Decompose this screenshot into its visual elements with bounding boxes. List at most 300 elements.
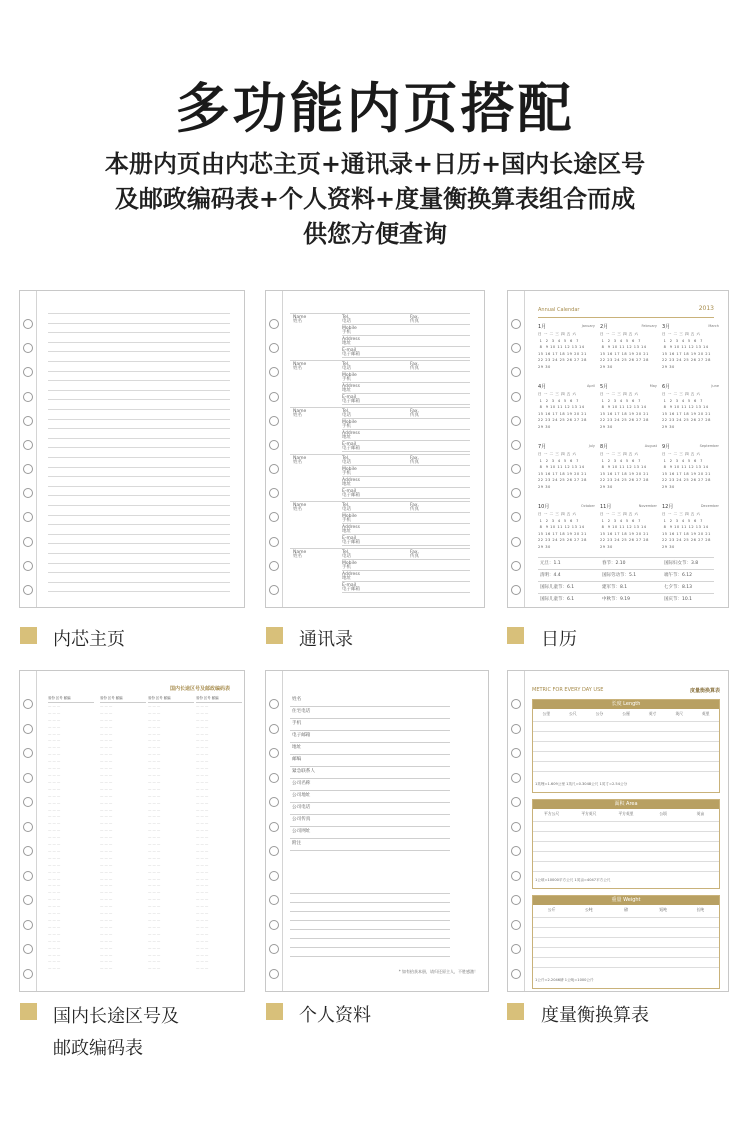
- personal-note-line: [290, 929, 450, 930]
- personal-field-label: 姓名: [292, 697, 302, 702]
- postal-column-rows: — — — — — — — — — — — — — — — — — — — — — — — — — — — — — — — — — — — — — — — — — — — — — — — — — — — — — — — — — — — — — — — — — — — — — — — — — — — — — — — — — — — — — — — — — — — — — — — — — — — — — — — — — — — — — — — — — — — — —: [196, 703, 209, 971]
- contact-field-line: [342, 382, 470, 383]
- calendar-month: [600, 323, 657, 375]
- postal-column: [196, 695, 242, 972]
- contact-field-label: Tel.: [342, 362, 350, 367]
- binder-hole: [23, 969, 33, 979]
- caption-marker: [507, 1003, 524, 1020]
- contact-field-line: [342, 393, 470, 394]
- binder-hole: [23, 920, 33, 930]
- contact-field-label: Mobile: [342, 467, 357, 472]
- personal-note-line: [290, 947, 450, 948]
- binder-hole: [269, 699, 279, 709]
- ruled-line: [48, 313, 230, 314]
- binder-hole: [511, 724, 521, 734]
- personal-field-label: 公司地址: [292, 793, 311, 798]
- personal-field-label: 电子邮箱: [292, 733, 311, 738]
- binder-hole: [269, 944, 279, 954]
- contact-name-label-cn: 姓名: [293, 554, 302, 559]
- personal-note-line: [290, 911, 450, 912]
- contact-field-label-cn: 地址: [342, 576, 351, 581]
- measures-header-cn: 度量衡换算表: [689, 688, 720, 694]
- binder-hole: [23, 512, 33, 522]
- binder-hole: [23, 367, 33, 377]
- ruled-line: [48, 467, 230, 468]
- ruled-line: [48, 438, 230, 439]
- postal-column-head: 省份 区号 邮编: [148, 695, 194, 703]
- postal-column: [48, 695, 94, 972]
- caption-postal-line-2: 邮政编码表: [53, 1038, 143, 1059]
- measure-col-head: 公分: [595, 711, 604, 716]
- ruled-line: [48, 543, 230, 544]
- ruled-line: [48, 351, 230, 352]
- ruled-line: [48, 457, 230, 458]
- binder-hole: [23, 585, 33, 595]
- binder-hole: [511, 512, 521, 522]
- binder-hole: [23, 724, 33, 734]
- contact-field-label: Tel.: [342, 456, 350, 461]
- binder-hole: [23, 488, 33, 498]
- binder-hole: [269, 537, 279, 547]
- contact-fax-label: Fax.: [410, 503, 420, 508]
- ruled-line: [48, 323, 230, 324]
- measure-table: [533, 905, 719, 975]
- caption-postal: [53, 1001, 179, 1065]
- month-name: 7月: [538, 444, 547, 450]
- binder-hole: [269, 724, 279, 734]
- binder-hole: [269, 585, 279, 595]
- holiday-cell: 中秋节：9.19: [602, 597, 631, 602]
- contact-fax-label-cn: 传真: [410, 554, 419, 559]
- binder-hole: [269, 392, 279, 402]
- binder-holes: [511, 671, 523, 991]
- binder-hole: [269, 367, 279, 377]
- contact-field-label-cn: 手机: [342, 565, 351, 570]
- contact-divider: [290, 501, 470, 502]
- contact-field-label: E-mail: [342, 583, 357, 588]
- holiday-cell: 国际妇女节：3.8: [664, 561, 699, 566]
- binder-hole: [269, 440, 279, 450]
- month-day-grid: 日 一 二 三 四 五 六 1 2 3 4 5 6 7 8 9 10 11 12 13 14 15 16 17 18 19 20 21 22 23 24 25 26 27 28 29 30: [662, 392, 711, 429]
- contact-fax-label-cn: 传真: [410, 413, 419, 418]
- ruled-line: [48, 342, 230, 343]
- binder-holes: [23, 291, 35, 607]
- measure-col-head: 公里: [542, 711, 551, 716]
- contact-field-line: [342, 324, 470, 325]
- contact-field-label-cn: 电子邮箱: [342, 587, 360, 592]
- calendar-month: [662, 383, 719, 435]
- month-name-en: September: [699, 444, 719, 448]
- contact-field-label: E-mail: [342, 442, 357, 447]
- measure-row-line: [533, 861, 719, 862]
- measure-col-head: 公尺: [569, 711, 577, 716]
- binder-hole: [23, 699, 33, 709]
- postal-column-rows: — — — — — — — — — — — — — — — — — — — — — — — — — — — — — — — — — — — — — — — — — — — — — — — — — — — — — — — — — — — — — — — — — — — — — — — — — — — — — — — — — — — — — — — — — — — — — — — — — — — — — — — — — — — — — — — — — — — — —: [100, 703, 113, 971]
- personal-note-line: [290, 920, 450, 921]
- contact-name-label-cn: 姓名: [293, 319, 302, 324]
- calendar-month: [662, 443, 719, 495]
- measure-footnote: 1英哩=1.609公里 1英尺=0.3048公尺 1英寸=2.54公分: [535, 782, 628, 786]
- contact-field-label: E-mail: [342, 348, 357, 353]
- page-spine: [36, 291, 37, 607]
- calendar-month: [538, 383, 595, 435]
- ruled-line: [48, 419, 230, 420]
- contact-field-label-cn: 电子邮箱: [342, 446, 360, 451]
- contact-field-line: [342, 512, 470, 513]
- postal-column-rows: — — — — — — — — — — — — — — — — — — — — — — — — — — — — — — — — — — — — — — — — — — — — — — — — — — — — — — — — — — — — — — — — — — — — — — — — — — — — — — — — — — — — — — — — — — — — — — — — — — — — — — — — — — — — — — — — — — — — —: [48, 703, 61, 971]
- page-spine: [282, 291, 283, 607]
- binder-hole: [23, 871, 33, 881]
- binder-holes: [269, 291, 281, 607]
- month-day-grid: 日 一 二 三 四 五 六 1 2 3 4 5 6 7 8 9 10 11 12 13 14 15 16 17 18 19 20 21 22 23 24 25 26 27 28 29 30: [600, 452, 649, 489]
- month-name: 2月: [600, 324, 609, 330]
- contact-field-label-cn: 地址: [342, 435, 351, 440]
- month-name-en: November: [638, 504, 657, 508]
- contact-field-label-cn: 电话: [342, 554, 351, 559]
- month-name-en: July: [588, 444, 595, 448]
- binder-hole: [511, 537, 521, 547]
- contact-field-line: [342, 592, 470, 593]
- binder-hole: [511, 367, 521, 377]
- personal-field-line: [290, 802, 450, 803]
- contact-field-label: Address: [342, 337, 360, 342]
- contact-divider: [290, 313, 470, 314]
- contact-fax-label: Fax.: [410, 409, 420, 414]
- measure-row-line: [533, 917, 719, 918]
- binder-hole: [23, 561, 33, 571]
- month-day-grid: 日 一 二 三 四 五 六 1 2 3 4 5 6 7 8 9 10 11 12 13 14 15 16 17 18 19 20 21 22 23 24 25 26 27 28 29 30: [538, 452, 587, 489]
- month-name: 10月: [538, 504, 550, 510]
- contact-field-label-cn: 电话: [342, 319, 351, 324]
- caption-marker: [20, 627, 37, 644]
- caption-marker: [20, 1003, 37, 1020]
- contact-field-label: E-mail: [342, 395, 357, 400]
- caption-personal: 个人资料: [299, 1005, 371, 1026]
- ruled-line: [48, 495, 230, 496]
- contact-entry: [290, 360, 470, 406]
- contact-field-label-cn: 手机: [342, 471, 351, 476]
- holiday-cell: 七夕节：8.13: [664, 585, 693, 590]
- holiday-cell: 元旦：1.1: [540, 561, 561, 566]
- binder-hole: [23, 773, 33, 783]
- ruled-page-thumbnail: [19, 290, 245, 608]
- measure-section: [532, 799, 720, 889]
- binder-hole: [269, 748, 279, 758]
- contact-field-line: [342, 523, 470, 524]
- month-name-en: August: [644, 444, 657, 448]
- contact-fax-label-cn: 传真: [410, 366, 419, 371]
- binder-hole: [269, 822, 279, 832]
- contact-entry: [290, 454, 470, 500]
- month-name: 12月: [662, 504, 674, 510]
- binder-hole: [23, 416, 33, 426]
- binder-hole: [511, 585, 521, 595]
- month-day-grid: 日 一 二 三 四 五 六 1 2 3 4 5 6 7 8 9 10 11 12 13 14 15 16 17 18 19 20 21 22 23 24 25 26 27 28 29 30: [662, 512, 711, 549]
- contact-field-label: Tel.: [342, 550, 350, 555]
- contact-field-label: E-mail: [342, 536, 357, 541]
- personal-field-label: 住宅电话: [292, 709, 311, 714]
- measure-row-line: [533, 831, 719, 832]
- contact-field-label: Mobile: [342, 514, 357, 519]
- measure-col-head: 磅: [624, 907, 628, 912]
- month-name: 6月: [662, 384, 671, 390]
- month-day-grid: 日 一 二 三 四 五 六 1 2 3 4 5 6 7 8 9 10 11 12 13 14 15 16 17 18 19 20 21 22 23 24 25 26 27 28 29 30: [662, 332, 711, 369]
- caption-calendar: 日历: [541, 629, 577, 650]
- calendar-page-thumbnail: [507, 290, 729, 608]
- binder-hole: [269, 343, 279, 353]
- contact-field-line: [342, 570, 470, 571]
- measure-col-head: 公厘: [622, 711, 630, 716]
- personal-field-line: [290, 766, 450, 767]
- month-name-en: January: [581, 324, 595, 328]
- binder-hole: [511, 748, 521, 758]
- contact-field-label-cn: 手机: [342, 330, 351, 335]
- personal-field-line: [290, 718, 450, 719]
- calendar-month: [662, 503, 719, 555]
- page-spine: [524, 291, 525, 607]
- month-day-grid: 日 一 二 三 四 五 六 1 2 3 4 5 6 7 8 9 10 11 12 13 14 15 16 17 18 19 20 21 22 23 24 25 26 27 28 29 30: [538, 392, 587, 429]
- measure-col-head: 长吨: [696, 907, 705, 912]
- binder-hole: [511, 464, 521, 474]
- month-name: 8月: [600, 444, 609, 450]
- month-name-en: June: [711, 384, 719, 388]
- contact-field-line: [342, 451, 470, 452]
- measure-section: [532, 699, 720, 793]
- ruled-line: [48, 534, 230, 535]
- caption-ruled: 内芯主页: [53, 629, 125, 650]
- postal-code-page-thumbnail: [19, 670, 245, 992]
- contact-field-line: [342, 559, 470, 560]
- binder-hole: [23, 440, 33, 450]
- contact-field-label: Address: [342, 572, 360, 577]
- description-line-3: 供您方便查询: [303, 219, 447, 248]
- contact-field-label-cn: 电子邮箱: [342, 352, 360, 357]
- contact-divider: [290, 454, 470, 455]
- ruled-line: [48, 553, 230, 554]
- caption-marker: [266, 627, 283, 644]
- binder-hole: [511, 440, 521, 450]
- measure-row-line: [533, 957, 719, 958]
- measure-table: [533, 809, 719, 875]
- measure-row-line: [533, 871, 719, 872]
- contact-field-label-cn: 电子邮箱: [342, 540, 360, 545]
- measure-col-head: 英尺: [675, 711, 683, 716]
- contact-field-label: Tel.: [342, 503, 350, 508]
- measure-row-line: [533, 741, 719, 742]
- contact-name-label-cn: 姓名: [293, 413, 302, 418]
- month-name: 9月: [662, 444, 671, 450]
- contact-field-label: Mobile: [342, 373, 357, 378]
- holiday-row-line: [538, 557, 714, 558]
- contact-fax-label: Fax.: [410, 550, 420, 555]
- ruled-line: [48, 572, 230, 573]
- binder-hole: [511, 797, 521, 807]
- measure-col-head: 公顷: [659, 811, 667, 816]
- binder-hole: [511, 343, 521, 353]
- contact-entry: [290, 501, 470, 547]
- contact-name-label-cn: 姓名: [293, 460, 302, 465]
- month-day-grid: 日 一 二 三 四 五 六 1 2 3 4 5 6 7 8 9 10 11 12 13 14 15 16 17 18 19 20 21 22 23 24 25 26 27 28 29 30: [662, 452, 711, 489]
- calendar-month: [600, 443, 657, 495]
- return-note: * 如有拾获本册，请归还原主人，不胜感激！: [398, 969, 478, 974]
- month-name-en: December: [700, 504, 719, 508]
- month-name: 3月: [662, 324, 671, 330]
- contact-name-label: Name: [293, 456, 307, 461]
- contact-field-line: [342, 418, 470, 419]
- contact-field-label: Address: [342, 384, 360, 389]
- page-title: 多功能内页搭配: [175, 76, 575, 140]
- holiday-row-line: [538, 593, 714, 594]
- contact-name-label: Name: [293, 362, 307, 367]
- personal-note-line: [290, 938, 450, 939]
- personal-note-line: [290, 956, 450, 957]
- personal-field-label: 地址: [292, 745, 302, 750]
- measure-row-line: [533, 947, 719, 948]
- month-name-en: October: [580, 504, 595, 508]
- contact-fax-label: Fax.: [410, 456, 420, 461]
- measure-row-line: [533, 967, 719, 968]
- month-day-grid: 日 一 二 三 四 五 六 1 2 3 4 5 6 7 8 9 10 11 12 13 14 15 16 17 18 19 20 21 22 23 24 25 26 27 28 29 30: [538, 512, 587, 549]
- ruled-line: [48, 582, 230, 583]
- measure-col-head: 平方英尺: [581, 811, 597, 816]
- personal-field-line: [290, 754, 450, 755]
- month-day-grid: 日 一 二 三 四 五 六 1 2 3 4 5 6 7 8 9 10 11 12 13 14 15 16 17 18 19 20 21 22 23 24 25 26 27 28 29 30: [600, 332, 649, 369]
- binder-hole: [269, 920, 279, 930]
- holiday-row-line: [538, 581, 714, 582]
- contact-entry: [290, 548, 470, 594]
- binder-hole: [269, 846, 279, 856]
- binder-hole: [269, 512, 279, 522]
- personal-note-line: [290, 893, 450, 894]
- holiday-cell: 春节：2.10: [602, 561, 626, 566]
- measure-col-head: 短吨: [659, 907, 667, 912]
- contact-divider: [290, 548, 470, 549]
- measure-row-line: [533, 771, 719, 772]
- month-name-en: May: [649, 384, 657, 388]
- binder-hole: [511, 895, 521, 905]
- measurement-page-thumbnail: [507, 670, 729, 992]
- measures-header: [532, 687, 720, 694]
- ruled-line: [48, 332, 230, 333]
- binder-hole: [269, 797, 279, 807]
- contact-field-line: [342, 429, 470, 430]
- calendar-month: [600, 503, 657, 555]
- binder-holes: [23, 671, 35, 991]
- contact-field-label-cn: 地址: [342, 341, 351, 346]
- month-name: 5月: [600, 384, 609, 390]
- calendar-header: [538, 307, 714, 318]
- month-name: 1月: [538, 324, 547, 330]
- contact-field-label: Address: [342, 525, 360, 530]
- contact-field-line: [342, 581, 470, 582]
- contact-name-label: Name: [293, 409, 307, 414]
- contact-divider: [290, 407, 470, 408]
- measure-col-head: 英里: [701, 711, 710, 716]
- measure-col-head: 公斤: [547, 907, 556, 912]
- binder-hole: [23, 944, 33, 954]
- personal-field-label: 公司网址: [292, 829, 311, 834]
- personal-field-label: 公司名称: [292, 781, 311, 786]
- measure-col-head: 英亩: [696, 811, 705, 816]
- holiday-cell: 国际儿童节：6.1: [540, 597, 575, 602]
- contact-field-label-cn: 电话: [342, 507, 351, 512]
- description-line-1: 本册内页由内芯主页+通讯录+日历+国内长途区号: [104, 149, 646, 178]
- personal-field-label: 公司传真: [292, 817, 311, 822]
- binder-hole: [511, 561, 521, 571]
- binder-hole: [23, 392, 33, 402]
- binder-hole: [511, 969, 521, 979]
- contact-field-label: Address: [342, 431, 360, 436]
- ruled-line: [48, 371, 230, 372]
- binder-hole: [269, 464, 279, 474]
- ruled-line: [48, 591, 230, 592]
- contact-fax-label-cn: 传真: [410, 460, 419, 465]
- description-line-2: 及邮政编码表+个人资料+度量衡换算表组合而成: [114, 184, 636, 213]
- description: [0, 146, 750, 251]
- contact-fax-label: Fax.: [410, 315, 420, 320]
- measure-col-head: 平方英里: [618, 811, 634, 816]
- personal-note-line: [290, 902, 450, 903]
- calendar-title: Annual Calendar: [538, 307, 580, 313]
- measure-table: [533, 709, 719, 779]
- calendar-year: 2013: [698, 305, 714, 312]
- binder-holes: [269, 671, 281, 991]
- ruled-line: [48, 563, 230, 564]
- binder-hole: [23, 822, 33, 832]
- binder-hole: [23, 748, 33, 758]
- contact-field-line: [342, 545, 470, 546]
- contact-field-line: [342, 335, 470, 336]
- ruled-line: [48, 476, 230, 477]
- binder-hole: [511, 773, 521, 783]
- measure-row-line: [533, 721, 719, 722]
- contact-field-label-cn: 手机: [342, 424, 351, 429]
- binder-hole: [23, 319, 33, 329]
- binder-hole: [23, 895, 33, 905]
- caption-marker: [507, 627, 524, 644]
- ruled-line: [48, 399, 230, 400]
- contact-field-line: [342, 465, 470, 466]
- contact-entry: [290, 313, 470, 359]
- contact-fax-label-cn: 传真: [410, 507, 419, 512]
- binder-hole: [511, 699, 521, 709]
- contact-field-label-cn: 手机: [342, 518, 351, 523]
- contact-field-line: [342, 371, 470, 372]
- binder-hole: [269, 416, 279, 426]
- measure-section-title: 长度 Length: [533, 700, 719, 709]
- contact-field-label-cn: 地址: [342, 482, 351, 487]
- personal-field-line: [290, 838, 450, 839]
- postal-title: 国内长途区号及邮政编码表: [169, 686, 230, 692]
- measure-section: [532, 895, 720, 989]
- caption-postal-line-1: 国内长途区号及: [53, 1006, 179, 1027]
- measures-header-en: METRIC FOR EVERY DAY USE: [532, 687, 604, 693]
- measure-row-line: [533, 851, 719, 852]
- measure-row-line: [533, 731, 719, 732]
- contact-field-line: [342, 498, 470, 499]
- postal-column: [148, 695, 194, 972]
- contact-field-line: [342, 404, 470, 405]
- personal-field-label: 紧急联系人: [292, 769, 315, 774]
- binder-hole: [23, 537, 33, 547]
- caption-marker: [266, 1003, 283, 1020]
- contact-field-line: [342, 346, 470, 347]
- contact-field-label-cn: 手机: [342, 377, 351, 382]
- contact-field-label-cn: 地址: [342, 388, 351, 393]
- measure-section-title: 面积 Area: [533, 800, 719, 809]
- measure-col-head: 公吨: [584, 907, 593, 912]
- contact-divider: [290, 360, 470, 361]
